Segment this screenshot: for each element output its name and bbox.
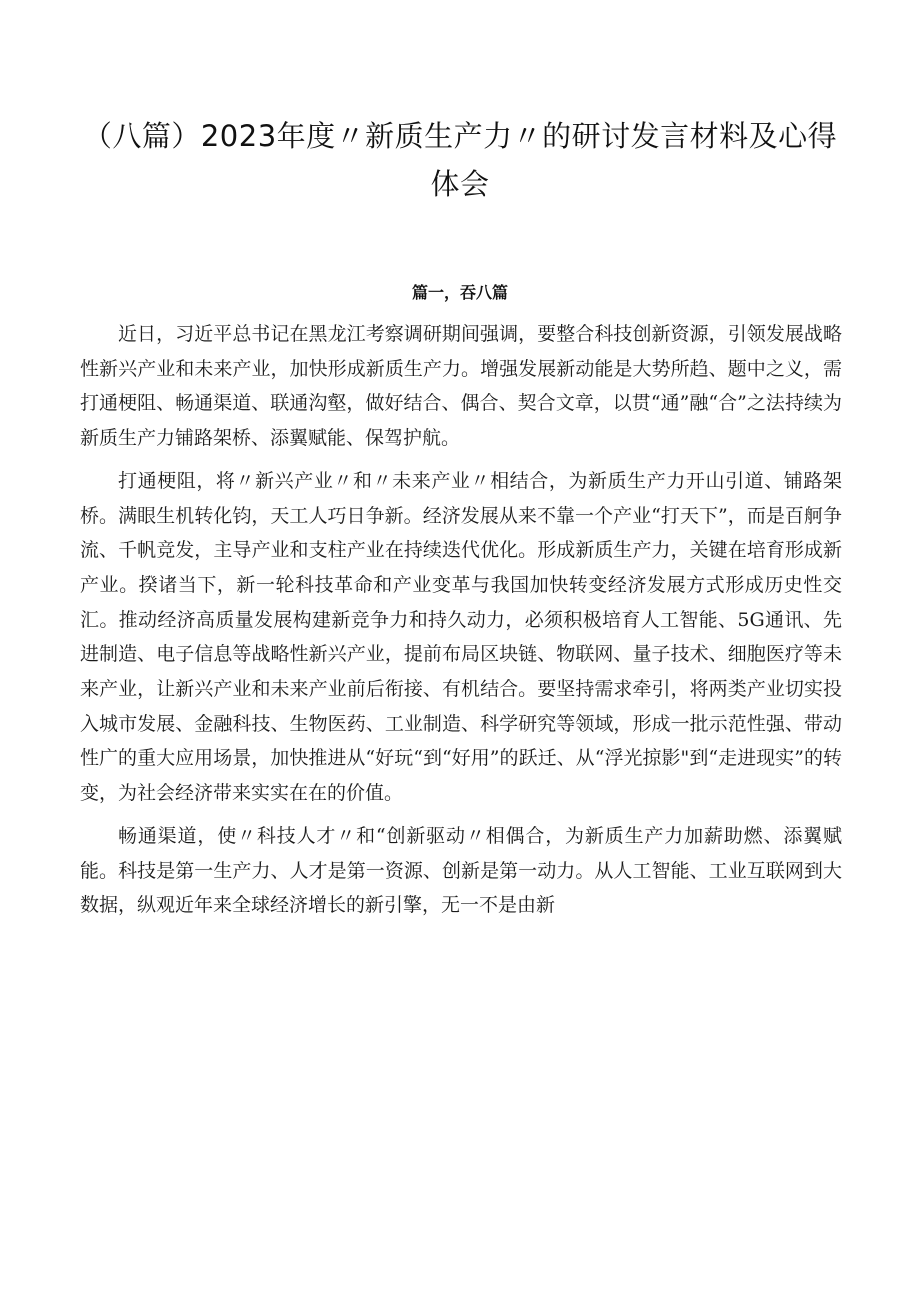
paragraph: 畅通渠道，使〃科技人才〃和“创新驱动〃相偶合，为新质生产力加薪助燃、添翼赋能。科技是第一生产力、人才是第一资源、创新是第一动力。从人工智能、工业互联网到大数据，纵观近年来全球经济增长的新引擎，无一不是由新 bbox=[80, 824, 842, 917]
document-body bbox=[80, 317, 842, 931]
section-heading: 篇一，吞八篇 bbox=[411, 283, 508, 302]
document-title: （八篇）2023年度〃新质生产力〃的研讨发言材料及心得体会 bbox=[82, 119, 838, 201]
paragraph: 近日，习近平总书记在黑龙江考察调研期间强调，要整合科技创新资源，引领发展战略性新兴产业和未来产业，加快形成新质生产力。增强发展新动能是大势所趋、题中之义，需打通梗阻、畅通渠道、联通沟壑，做好结合、偶合、契合文章，以贯“通”融“合”之法持续为新质生产力铺路架桥、添翼赋能、保驾护航。 bbox=[80, 323, 842, 450]
paragraph: 打通梗阻，将〃新兴产业〃和〃未来产业〃相结合，为新质生产力开山引道、铺路架桥。满眼生机转化钧，天工人巧日争新。经济发展从来不靠一个产业“打天下”，而是百舸争流、千帆竞发，主导产业和支柱产业在持续迭代优化。形成新质生产力，关键在培育形成新产业。揆诸当下，新一轮科技革命和产业变革与我国加快转变经济发展方式形成历史性交汇。推动经济高质量发展构建新竞争力和持久动力，必须积极培育人工智能、5G通讯、先进制造、电子信息等战略性新兴产业，提前布局区块链、物联网、量子技术、细胞医疗等未来产业，让新兴产业和未来产业前后衔接、有机结合。要坚持需求牵引，将两类产业切实投入城市发展、金融科技、生物医药、工业制造、科学研究等领域，形成一批示范性强、带动性广的重大应用场景，加快推进从“好玩“到“好用”的跃迁、从“浮光掠影"到“走进现实”的转变，为社会经济带来实实在在的价值。 bbox=[80, 469, 842, 805]
